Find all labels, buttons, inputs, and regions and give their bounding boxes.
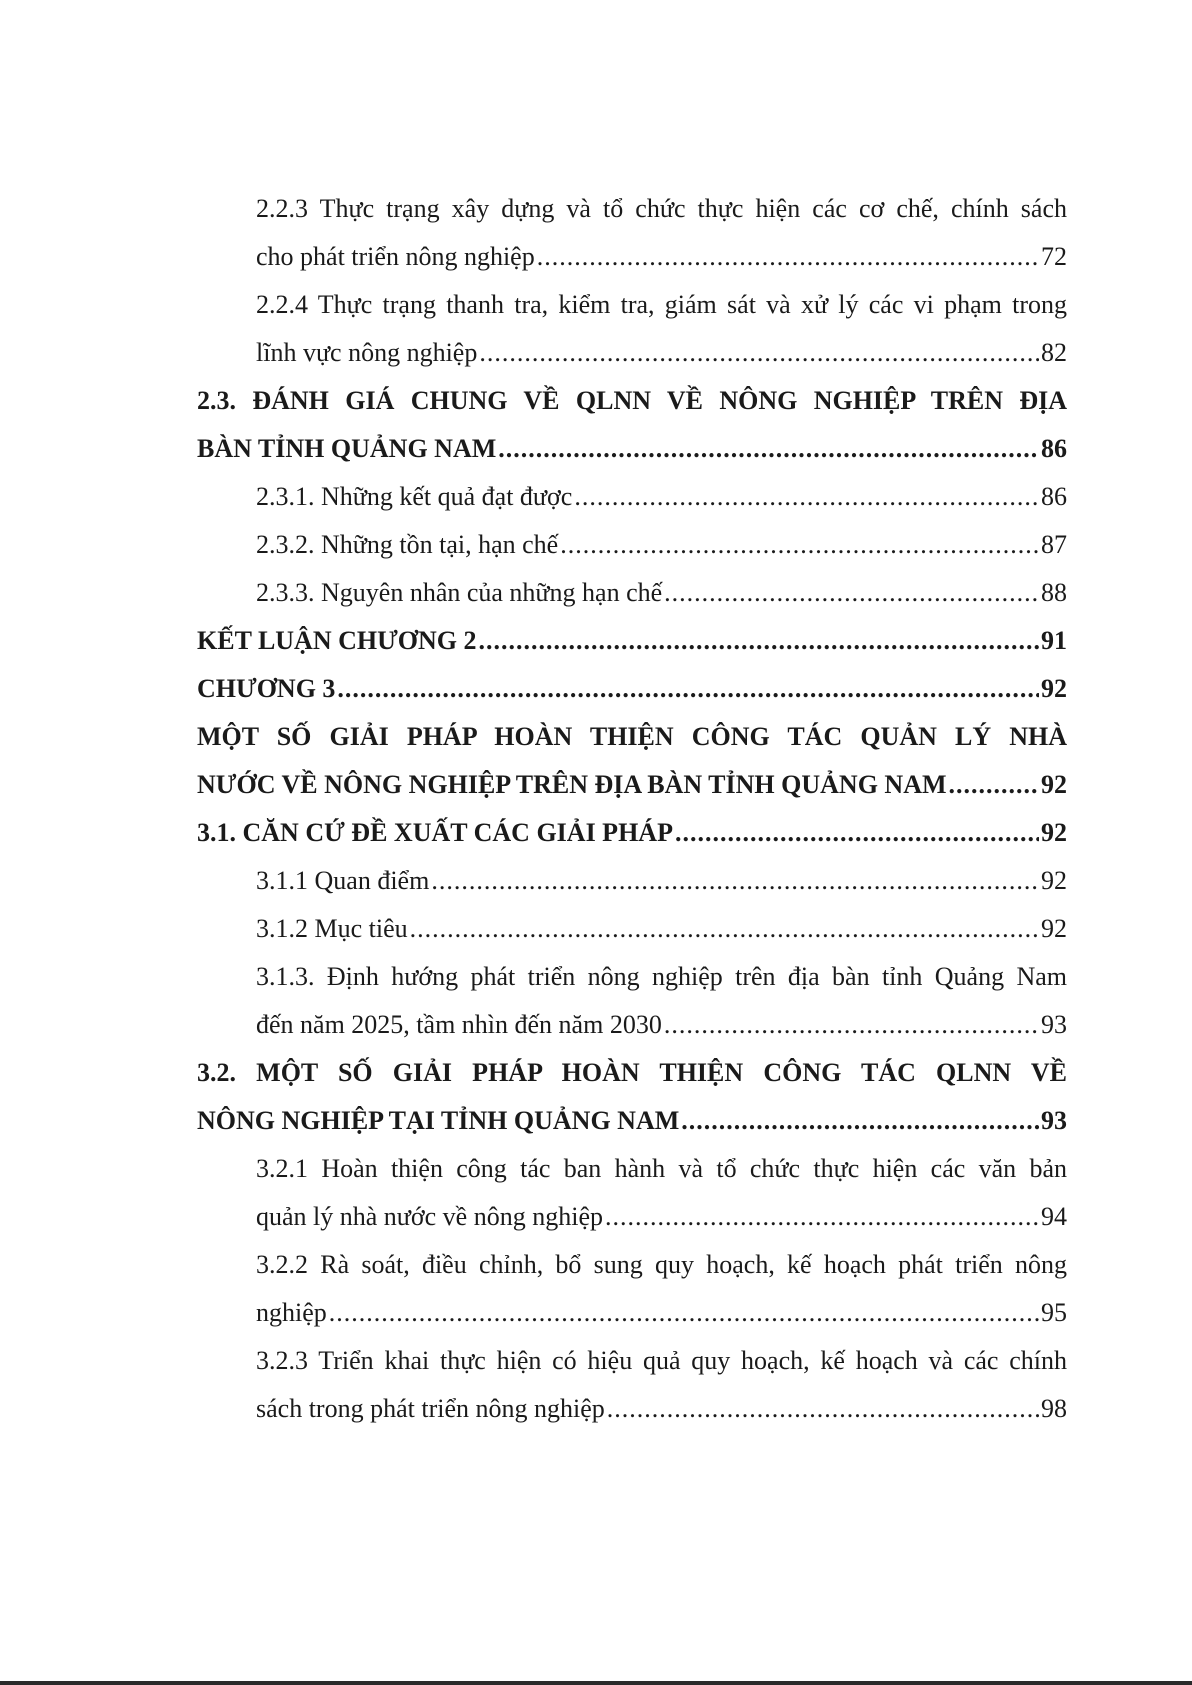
dot-leader xyxy=(337,665,1039,713)
dot-leader xyxy=(498,425,1039,473)
dot-leader xyxy=(479,617,1039,665)
toc-entry-3-2-3[interactable] xyxy=(256,1337,1067,1433)
toc-entry-text: 3.2.1 Hoàn thiện công tác ban hành và tổ chức thực hiện các văn bản xyxy=(256,1154,1067,1183)
toc-entry-text: sách trong phát triển nông nghiệp xyxy=(256,1394,605,1423)
dot-leader xyxy=(664,1001,1039,1049)
toc-entry-2-2-3[interactable] xyxy=(256,185,1067,281)
page-number: 92 xyxy=(1041,818,1067,847)
toc-entry-3-1-2[interactable] xyxy=(256,905,1067,953)
dot-leader xyxy=(605,1193,1039,1241)
dot-leader xyxy=(607,1385,1039,1433)
toc-entry-2-3-3[interactable] xyxy=(256,569,1067,617)
toc-entry-text: 3.2.2 Rà soát, điều chỉnh, bổ sung quy hoạch, kế hoạch phát triển nông xyxy=(256,1250,1067,1279)
page-number: 88 xyxy=(1041,578,1067,607)
bottom-edge-rule xyxy=(0,1681,1192,1685)
page-number: 95 xyxy=(1041,1298,1067,1327)
toc-entry-text: BÀN TỈNH QUẢNG NAM xyxy=(197,434,497,463)
page-number: 92 xyxy=(1041,770,1067,799)
page-number: 92 xyxy=(1041,674,1067,703)
page-number: 93 xyxy=(1041,1106,1067,1135)
toc-entry-text: NÔNG NGHIỆP TẠI TỈNH QUẢNG NAM xyxy=(197,1106,680,1135)
dot-leader xyxy=(681,1097,1039,1145)
toc-entry-text: 2.3.3. Nguyên nhân của những hạn chế xyxy=(256,578,663,607)
toc-entry-text: 2.3.2. Những tồn tại, hạn chế xyxy=(256,530,559,559)
toc-entry-text: 2.2.3 Thực trạng xây dựng và tổ chức thực hiện các cơ chế, chính sách xyxy=(256,194,1067,223)
dot-leader xyxy=(949,761,1039,809)
table-of-contents xyxy=(197,185,1067,1433)
toc-entry-text: nghiệp xyxy=(256,1298,327,1327)
toc-entry-3-2-2[interactable] xyxy=(256,1241,1067,1337)
toc-entry-3-1-3[interactable] xyxy=(256,953,1067,1049)
dot-leader xyxy=(479,329,1039,377)
dot-leader xyxy=(675,809,1039,857)
toc-entry-text: 3.2.3 Triển khai thực hiện có hiệu quả quy hoạch, kế hoạch và các chính xyxy=(256,1346,1067,1375)
dot-leader xyxy=(574,473,1039,521)
toc-entry-text: CHƯƠNG 3 xyxy=(197,674,336,703)
toc-entry-text: 3.1.1 Quan điểm xyxy=(256,866,430,895)
dot-leader xyxy=(560,521,1039,569)
page-number: 86 xyxy=(1041,482,1067,511)
toc-entry-2-3-1[interactable] xyxy=(256,473,1067,521)
toc-entry-3-2-1[interactable] xyxy=(256,1145,1067,1241)
toc-entry-2-3[interactable] xyxy=(197,377,1067,473)
dot-leader xyxy=(329,1289,1039,1337)
page-number: 94 xyxy=(1041,1202,1067,1231)
toc-entry-2-3-2[interactable] xyxy=(256,521,1067,569)
toc-entry-chuong-3[interactable] xyxy=(197,665,1067,713)
toc-entry-text: quản lý nhà nước về nông nghiệp xyxy=(256,1202,603,1231)
toc-entry-3-2[interactable] xyxy=(197,1049,1067,1145)
page-number: 87 xyxy=(1041,530,1067,559)
toc-entry-text: 2.2.4 Thực trạng thanh tra, kiểm tra, giám sát và xử lý các vi phạm trong xyxy=(256,290,1067,319)
page-number: 92 xyxy=(1041,914,1067,943)
toc-entry-text: 3.1. CĂN CỨ ĐỀ XUẤT CÁC GIẢI PHÁP xyxy=(197,818,673,847)
dot-leader xyxy=(537,233,1039,281)
toc-entry-text: MỘT SỐ GIẢI PHÁP HOÀN THIỆN CÔNG TÁC QUẢN LÝ NHÀ xyxy=(197,722,1067,751)
toc-entry-text: KẾT LUẬN CHƯƠNG 2 xyxy=(197,626,477,655)
toc-entry-text: NƯỚC VỀ NÔNG NGHIỆP TRÊN ĐỊA BÀN TỈNH QUẢNG NAM xyxy=(197,770,947,799)
toc-entry-text: cho phát triển nông nghiệp xyxy=(256,242,535,271)
page-number: 93 xyxy=(1041,1010,1067,1039)
toc-entry-text: 3.1.2 Mục tiêu xyxy=(256,914,408,943)
toc-entry-text: 3.1.3. Định hướng phát triển nông nghiệp trên địa bàn tỉnh Quảng Nam xyxy=(256,962,1067,991)
toc-entry-3-1-1[interactable] xyxy=(256,857,1067,905)
toc-entry-2-2-4[interactable] xyxy=(256,281,1067,377)
toc-entry-text: lĩnh vực nông nghiệp xyxy=(256,338,478,367)
toc-entry-3-1[interactable] xyxy=(197,809,1067,857)
toc-entry-text: 2.3.1. Những kết quả đạt được xyxy=(256,482,573,511)
toc-entry-chuong-3-title[interactable] xyxy=(197,713,1067,809)
page-number: 82 xyxy=(1041,338,1067,367)
dot-leader xyxy=(664,569,1039,617)
page-number: 86 xyxy=(1041,434,1067,463)
page-number: 72 xyxy=(1041,242,1067,271)
toc-entry-text: đến năm 2025, tầm nhìn đến năm 2030 xyxy=(256,1010,662,1039)
page-number: 92 xyxy=(1041,866,1067,895)
toc-entry-text: 2.3. ĐÁNH GIÁ CHUNG VỀ QLNN VỀ NÔNG NGHIỆP TRÊN ĐỊA xyxy=(197,386,1067,415)
page-number: 91 xyxy=(1041,626,1067,655)
toc-entry-text: 3.2. MỘT SỐ GIẢI PHÁP HOÀN THIỆN CÔNG TÁC QLNN VỀ xyxy=(197,1058,1067,1087)
dot-leader xyxy=(431,857,1039,905)
dot-leader xyxy=(410,905,1039,953)
toc-entry-ket-luan-chuong-2[interactable] xyxy=(197,617,1067,665)
page-number: 98 xyxy=(1041,1394,1067,1423)
